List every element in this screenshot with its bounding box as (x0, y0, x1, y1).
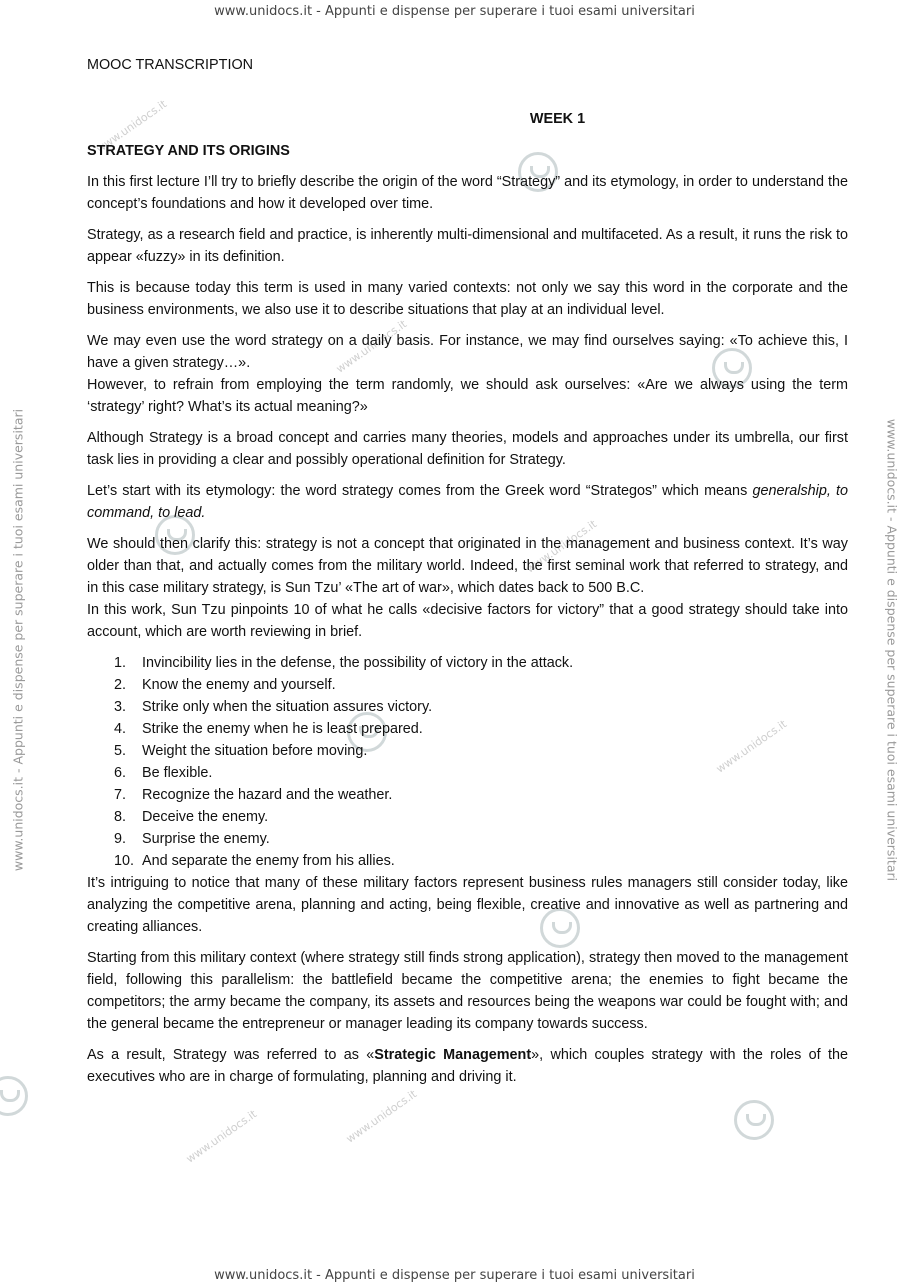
paragraph: We should then clarify this: strategy is not a concept that originated in the management and business context. It’s way older than that, and actually comes from the military world. Indeed, the first seminal work that referred to strategy, and in this case military strategy, is Sun Tzu’ «The art of war», which dates back to 500 B.C. (87, 536, 848, 596)
list-item (114, 784, 848, 806)
list-item-text: Weight the situation before moving. (142, 743, 368, 759)
list-item (114, 652, 848, 674)
sm-lead: As a result, Strategy was referred to as « (87, 1047, 375, 1063)
list-item (114, 696, 848, 718)
watermark-header: www.unidocs.it - Appunti e dispense per superare i tuoi esami universitari (214, 4, 695, 19)
etymology-meaning: generalship, to command, to lead (87, 483, 849, 521)
list-item-text: Surprise the enemy. (142, 831, 270, 847)
list-item-text: Be flexible. (142, 765, 213, 781)
list-item-number: 10. (114, 853, 135, 869)
list-item-number: 1. (114, 655, 127, 671)
paragraph: Strategy, as a research field and practice, is inherently multi-dimensional and multifaceted. As a result, it runs the risk to appear «fuzzy» in its definition. (87, 227, 848, 265)
paragraph-etymology (87, 480, 848, 524)
paragraph: This is because today this term is used in many varied contexts: not only we say this word in the corporate and the business environments, we also use it to describe situations that play at an individual level. (87, 280, 848, 318)
unidocs-logo-icon (734, 1100, 774, 1140)
list-item (114, 674, 848, 696)
list-item (114, 850, 848, 872)
list-item-number: 3. (114, 699, 127, 715)
etymology-end: . (201, 505, 206, 521)
paragraph: It’s intriguing to notice that many of these military factors represent business rules managers still consider today, like analyzing the competitive arena, planning and acting, being flexible, creative and innovative as well as partnering and creating alliances. (87, 875, 848, 935)
list-item (114, 718, 848, 740)
paragraph: However, to refrain from employing the term randomly, we should ask ourselves: «Are we always using the term ‘strategy’ right? What’s its actual meaning?» (87, 377, 848, 415)
list-item-text: Know the enemy and yourself. (142, 677, 336, 693)
watermark-faint: www.unidocs.it (183, 1107, 260, 1166)
list-item-text: Strike only when the situation assures victory. (142, 699, 433, 715)
list-item-text: Recognize the hazard and the weather. (142, 787, 393, 803)
watermark-faint: www.unidocs.it (523, 517, 600, 576)
unidocs-logo-icon (0, 1076, 28, 1116)
paragraph: In this first lecture I’ll try to briefly describe the origin of the word “Strategy” and its etymology, in order to understand the concept’s foundations and how it developed over time. (87, 174, 848, 212)
watermark-faint: www.unidocs.it (343, 1087, 420, 1146)
list-item-number: 5. (114, 743, 127, 759)
list-item-text: And separate the enemy from his allies. (142, 853, 395, 869)
etymology-lead: Let’s start with its etymology: the word strategy comes from the Greek word “Strategos” which means (87, 483, 753, 499)
paragraph: In this work, Sun Tzu pinpoints 10 of what he calls «decisive factors for victory” that a good strategy should take into account, which are worth reviewing in brief. (87, 602, 848, 640)
list-item-text: Strike the enemy when he is least prepared. (142, 721, 423, 737)
list-item-number: 8. (114, 809, 127, 825)
paragraph-strategic-management (87, 1044, 848, 1088)
list-item (114, 828, 848, 850)
list-item-number: 2. (114, 677, 127, 693)
factors-list (87, 652, 848, 872)
watermark-footer: www.unidocs.it - Appunti e dispense per superare i tuoi esami universitari (214, 1268, 695, 1283)
watermark-side-right: www.unidocs.it - Appunti e dispense per superare i tuoi esami universitari (884, 418, 900, 882)
list-item-number: 6. (114, 765, 127, 781)
watermark-faint: www.unidocs.it (333, 317, 410, 376)
document-body (87, 54, 848, 1097)
sm-term: Strategic Management (374, 1047, 532, 1063)
watermark-faint: www.unidocs.it (93, 97, 170, 156)
list-item-number: 9. (114, 831, 127, 847)
list-item (114, 806, 848, 828)
paragraph: We may even use the word strategy on a daily basis. For instance, we may find ourselves saying: «To achieve this, I have a given strategy…». (87, 333, 848, 371)
list-item-text: Invincibility lies in the defense, the possibility of victory in the attack. (142, 655, 574, 671)
paragraph: Although Strategy is a broad concept and carries many theories, models and approaches under its umbrella, our first task lies in providing a clear and possibly operational definition for Strategy. (87, 430, 848, 468)
week-heading: WEEK 1 (529, 111, 586, 127)
watermark-faint: www.unidocs.it (713, 717, 790, 776)
section-heading: STRATEGY AND ITS ORIGINS (87, 143, 290, 159)
list-item-number: 7. (114, 787, 127, 803)
list-item-text: Deceive the enemy. (142, 809, 269, 825)
list-item-number: 4. (114, 721, 127, 737)
document-title: MOOC TRANSCRIPTION (87, 57, 254, 73)
watermark-side-left: www.unidocs.it - Appunti e dispense per superare i tuoi esami universitari (10, 408, 26, 872)
list-item (114, 740, 848, 762)
sm-end: », which couples strategy with the roles of the executives who are in charge of formulating, planning and driving it. (87, 1047, 848, 1085)
paragraph: Starting from this military context (where strategy still finds strong application), strategy then moved to the management field, following this parallelism: the battlefield became the competitive arena; the enemies to fight became the competitors; the army became the company, its assets and resources being the weapons war could be fought with; and the general became the entrepreneur or manager leading its company towards success. (87, 950, 848, 1032)
list-item (114, 762, 848, 784)
